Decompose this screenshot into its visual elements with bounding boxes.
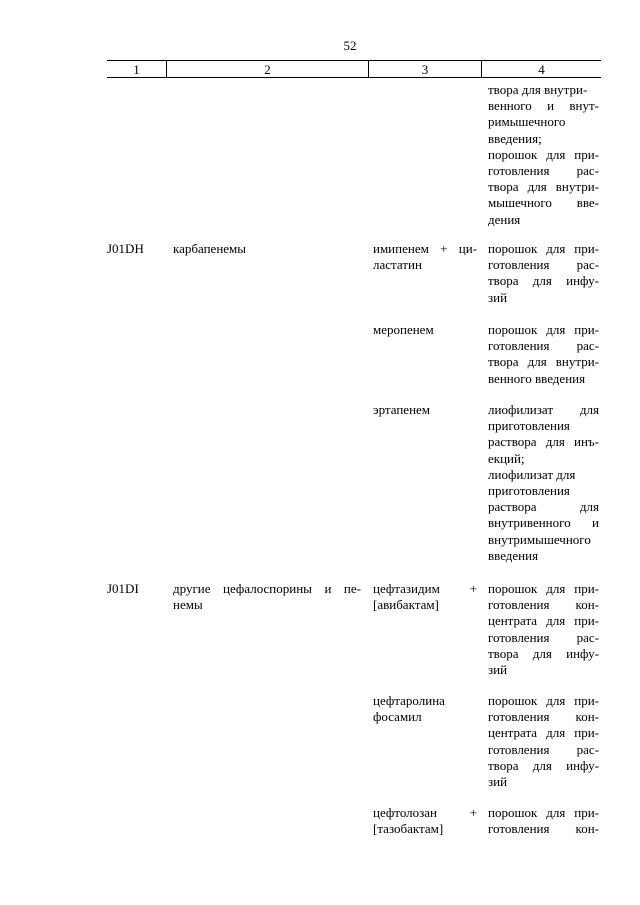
form-continuation xyxy=(488,82,599,228)
header-col-3: 3 xyxy=(421,62,429,77)
drug-name-cont: ластатин xyxy=(373,257,422,272)
form-line: твора для инфу- xyxy=(488,273,599,289)
form-line: центрата для при- xyxy=(488,613,599,629)
form-line: твора для инфу- xyxy=(488,645,599,661)
dosage-form xyxy=(488,581,599,678)
form-line: готовления рас- xyxy=(488,257,599,273)
dosage-form xyxy=(488,805,599,837)
form-line: лиофилизат для xyxy=(488,402,599,417)
form-line: раствора для инъ- xyxy=(488,434,599,450)
group-name: другие цефалоспорины и пе- xyxy=(173,581,361,596)
form-line: готовления кон- xyxy=(488,709,599,725)
drug-name: цефтазидим + xyxy=(373,581,477,596)
header-col-4: 4 xyxy=(538,62,545,77)
form-line: екций; xyxy=(488,450,525,466)
drug-name: меропенем xyxy=(373,322,434,337)
dosage-form xyxy=(488,693,599,790)
group-name: карбапенемы xyxy=(173,241,247,256)
form-line: внутримышечного xyxy=(488,531,591,547)
drug-name: имипенем + ци- xyxy=(373,241,477,256)
form-line: дения xyxy=(488,211,521,227)
form-line: готовления кон- xyxy=(488,821,599,837)
form-line: лиофилизат для xyxy=(488,466,576,482)
form-line: венного и внут- xyxy=(488,98,599,114)
form-line: римышечного xyxy=(488,114,566,130)
table-header xyxy=(107,60,601,78)
atc-code: J01DH xyxy=(107,241,144,256)
form-line: приготовления xyxy=(488,483,570,499)
form-line: твора для инфу- xyxy=(488,757,599,773)
form-line: готовления кон- xyxy=(488,597,599,613)
form-line: твора для внутри- xyxy=(488,354,599,370)
drug-name: цефтаролина xyxy=(373,693,445,708)
form-line: готовления рас- xyxy=(488,163,599,179)
form-line: внутривенного и xyxy=(488,515,599,531)
drug-name-cont: [авибактам] xyxy=(373,597,439,612)
form-line: зий xyxy=(488,289,508,305)
form-line: порошок для при- xyxy=(488,581,599,596)
atc-code: J01DI xyxy=(107,581,139,596)
form-line: твора для внутри- xyxy=(488,179,599,195)
drug-name: цефтолозан + xyxy=(373,805,477,820)
form-line: центрата для при- xyxy=(488,725,599,741)
dosage-form xyxy=(488,322,599,387)
form-line: порошок для при- xyxy=(488,693,599,708)
form-line: готовления рас- xyxy=(488,741,599,757)
drug-name-cont: [тазобактам] xyxy=(373,821,444,836)
dosage-form xyxy=(488,402,599,564)
header-col-1: 1 xyxy=(133,62,140,77)
form-line: раствора для xyxy=(488,499,599,515)
form-line: готовления рас- xyxy=(488,629,599,645)
form-line: введения; xyxy=(488,130,542,146)
drug-name-cont: фосамил xyxy=(373,709,422,724)
group-name-cont: немы xyxy=(173,597,203,612)
form-line: твора для внутри- xyxy=(488,82,588,97)
form-line: порошок для при- xyxy=(488,241,599,256)
dosage-form xyxy=(488,241,599,306)
form-line: приготовления xyxy=(488,418,570,434)
form-line: порошок для при- xyxy=(488,805,599,820)
form-line: зий xyxy=(488,774,508,790)
form-line: введения xyxy=(488,547,539,563)
form-line: зий xyxy=(488,662,508,678)
form-line: венного введения xyxy=(488,370,586,386)
form-line: готовления рас- xyxy=(488,338,599,354)
drug-name: эртапенем xyxy=(373,402,431,417)
page-number: 52 xyxy=(343,38,357,53)
form-line: порошок для при- xyxy=(488,146,599,162)
form-line: порошок для при- xyxy=(488,322,599,337)
header-col-2: 2 xyxy=(264,62,271,77)
form-line: мышечного вве- xyxy=(488,195,599,211)
